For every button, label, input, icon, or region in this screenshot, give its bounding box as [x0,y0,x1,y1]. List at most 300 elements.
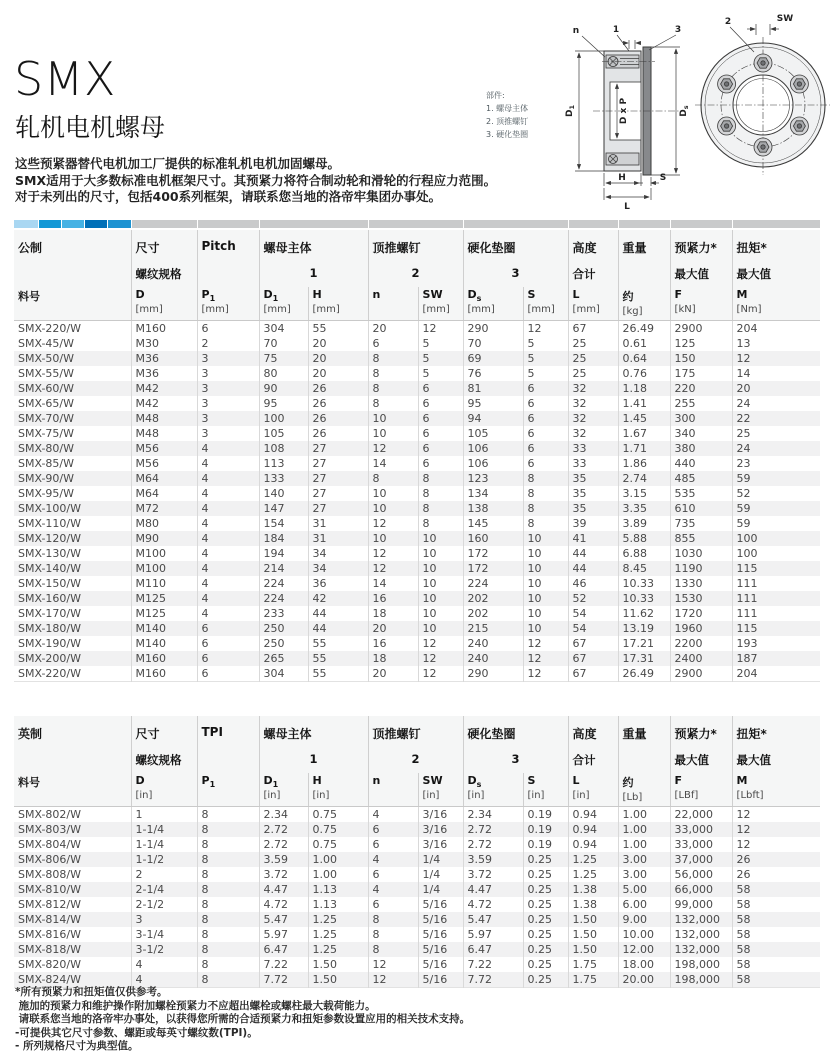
value-cell: 10 [418,606,463,621]
value-cell: 5/16 [418,942,463,957]
value-cell: 12 [523,321,568,337]
value-cell: 16 [368,591,418,606]
part-number-cell: SMX-130/W [18,547,82,561]
value-cell: 0.94 [568,822,618,837]
value-cell: 0.64 [618,351,670,366]
value-cell: 6 [197,321,259,337]
value-cell: 22,000 [670,807,732,823]
part-number-cell: SMX-65/W [18,397,75,411]
value-cell: 3 [197,411,259,426]
part-number-cell: SMX-806/W [18,853,82,867]
footnote-line: 施加的预紧力和维护操作附加螺栓预紧力不应超出螺栓或螺柱最大载荷能力。 [15,999,376,1012]
column-symbol: n [372,774,381,787]
value-cell: 10.00 [618,927,670,942]
value-cell: 32 [568,411,618,426]
column-symbol: D [135,774,145,787]
value-cell: 41 [568,531,618,546]
front-view-labels [725,14,793,27]
table-row [14,336,820,351]
value-cell: 27 [308,456,368,471]
value-cell: M125 [131,606,197,621]
value-cell: 26 [308,411,368,426]
value-cell: 132,000 [670,942,732,957]
value-cell: 10.33 [618,576,670,591]
value-cell: 67 [568,321,618,337]
value-cell: 2.72 [463,837,523,852]
value-cell: 8 [197,882,259,897]
value-cell: 9.00 [618,912,670,927]
table-row [14,666,820,682]
value-cell: 240 [463,651,523,666]
value-cell: 290 [463,321,523,337]
value-cell: 12 [523,636,568,651]
height-total-label: 合计 [568,750,618,773]
value-cell: 12 [732,822,820,837]
table-row [14,912,820,927]
group-header-row [14,230,820,264]
value-cell: 184 [259,531,308,546]
value-cell: 6 [523,396,568,411]
value-cell: 0.75 [308,822,368,837]
value-cell: 10 [418,576,463,591]
value-cell: 2 [131,867,197,882]
value-cell: 113 [259,456,308,471]
group-tpi: TPI [197,716,259,750]
column-symbol-header [463,287,523,321]
value-cell: 6 [368,897,418,912]
value-cell: 14 [368,456,418,471]
group-preload: 预紧力* [670,716,732,750]
part-number-cell: SMX-60/W [18,382,75,396]
accent-bar-segment [38,220,61,228]
group-torque: 扭矩* [732,716,820,750]
description-line: 这些预紧器替代电机加工厂提供的标准轧机电机加固螺母。 [15,156,341,171]
value-cell: 8 [523,471,568,486]
value-cell: 111 [732,591,820,606]
column-unit [202,789,259,802]
group-washer: 硬化垫圈 [463,230,568,264]
value-cell: 2.72 [259,837,308,852]
value-cell: 8 [368,396,418,411]
part-number-cell: SMX-190/W [18,637,82,651]
value-cell: 4 [368,852,418,867]
footnote-line: *所有预紧力和扭矩值仅供参考。 [15,986,168,998]
part-number-cell: SMX-170/W [18,607,82,621]
accent-bar-segment [368,220,463,228]
value-cell: 0.25 [523,927,568,942]
thread-spec-label: 螺纹规格 [131,750,197,773]
column-symbol: S [527,288,536,301]
value-cell: 1030 [670,546,732,561]
column-symbol-header [259,287,308,321]
value-cell: 8 [368,942,418,957]
value-cell: 138 [463,501,523,516]
value-cell: 6 [197,666,259,682]
table-row [14,441,820,456]
subgroup-header-row [14,264,820,287]
value-cell: 4 [368,882,418,897]
value-cell: 66,000 [670,882,732,897]
value-cell: 7.22 [259,957,308,972]
dim-d1-label: $D_1$ [565,104,576,118]
value-cell: 32 [568,381,618,396]
value-cell: 11.62 [618,606,670,621]
value-cell: 44 [308,606,368,621]
metric-table-body [14,321,820,682]
value-cell: 535 [670,486,732,501]
value-cell: 2.34 [463,807,523,823]
empty-cell [14,264,131,287]
system-label: 英制 [14,716,131,750]
value-cell: 58 [732,972,820,988]
value-cell: 5.88 [618,531,670,546]
column-symbol: SW [422,774,443,787]
value-cell: 8 [418,486,463,501]
value-cell: 100 [259,411,308,426]
value-cell: 2.72 [463,822,523,837]
value-cell: 0.76 [618,366,670,381]
column-symbol: D [135,288,145,301]
value-cell: 8 [523,501,568,516]
column-unit: [kg] [622,306,643,318]
value-cell: 8 [197,927,259,942]
height-total-label: 合计 [568,264,618,287]
value-cell: 1.71 [618,441,670,456]
part-number-cell: SMX-75/W [18,427,75,441]
technical-drawing [483,10,830,212]
column-symbol-subscript: 1 [272,294,279,304]
column-unit: [mm] [422,304,450,316]
value-cell: 75 [259,351,308,366]
table-row [14,516,820,531]
value-cell: 8 [197,957,259,972]
value-cell: 115 [732,621,820,636]
empty-cell [618,750,670,773]
value-cell: 27 [308,501,368,516]
value-cell: 1/4 [418,867,463,882]
column-symbol: M [736,288,748,301]
value-cell: 1.50 [568,927,618,942]
torque-max-label: 最大值 [732,750,820,773]
value-cell: 10 [368,486,418,501]
value-cell: 440 [670,456,732,471]
empty-cell [618,264,670,287]
value-cell: 160 [463,531,523,546]
accent-bar-segment [463,220,568,228]
value-cell: 3/16 [418,807,463,823]
value-cell: 59 [732,516,820,531]
value-cell: 6 [418,381,463,396]
value-cell: 8.45 [618,561,670,576]
value-cell: 1.45 [618,411,670,426]
value-cell: 198,000 [670,957,732,972]
column-symbol-header [14,287,131,321]
value-cell: 10 [368,501,418,516]
value-cell: 0.25 [523,897,568,912]
value-cell: 33,000 [670,822,732,837]
value-cell: 140 [259,486,308,501]
value-cell: 69 [463,351,523,366]
accent-bar-segment [131,220,197,228]
part-number-cell: SMX-80/W [18,442,75,456]
value-cell: 0.25 [523,882,568,897]
part-number-cell: SMX-50/W [18,352,75,366]
value-cell: 99,000 [670,897,732,912]
value-cell: 94 [463,411,523,426]
value-cell: 6 [523,456,568,471]
value-cell: 3 [197,366,259,381]
value-cell: 172 [463,546,523,561]
value-cell: M140 [131,621,197,636]
accent-bar-segment [568,220,618,228]
part-number-cell: SMX-100/W [18,502,82,516]
value-cell: 8 [197,897,259,912]
column-unit: [in] [263,790,281,802]
value-cell: 5 [418,336,463,351]
value-cell: M110 [131,576,197,591]
dim-s-label: S [659,173,667,183]
value-cell: 25 [568,351,618,366]
value-cell: 5 [523,366,568,381]
value-cell: 6 [418,396,463,411]
column-symbol-subscript: 1 [209,294,216,304]
table-row [14,807,820,823]
value-cell: 31 [308,516,368,531]
part-number-cell: SMX-808/W [18,868,82,882]
value-cell: 111 [732,606,820,621]
set-screw-number: 2 [368,750,463,773]
value-cell: 145 [463,516,523,531]
value-cell: 70 [259,336,308,351]
value-cell: 76 [463,366,523,381]
value-cell: 6 [197,651,259,666]
value-cell: M125 [131,591,197,606]
value-cell: 105 [463,426,523,441]
value-cell: 1.86 [618,456,670,471]
part-number-cell: SMX-85/W [18,457,75,471]
dim-ds-label: $D_s$ [679,105,690,117]
value-cell: 3/16 [418,837,463,852]
value-cell: 44 [308,621,368,636]
value-cell: 1190 [670,561,732,576]
metric-table [14,220,820,682]
column-symbol-header [131,287,197,321]
value-cell: 5.97 [463,927,523,942]
group-size: 尺寸 [131,230,197,264]
value-cell: 0.75 [308,807,368,823]
value-cell: 3.59 [463,852,523,867]
value-cell: 55 [308,321,368,337]
value-cell: 8 [197,867,259,882]
value-cell: 31 [308,531,368,546]
nut-body-number: 1 [259,750,368,773]
table-row [14,591,820,606]
value-cell: 1-1/4 [131,822,197,837]
value-cell: 6 [368,867,418,882]
value-cell: 44 [568,546,618,561]
value-cell: 4 [197,531,259,546]
value-cell: 42 [308,591,368,606]
value-cell: 27 [308,486,368,501]
column-unit: [in] [312,790,330,802]
column-symbol: L [572,288,580,301]
value-cell: 25 [568,336,618,351]
value-cell: 3-1/2 [131,942,197,957]
value-cell: 1.41 [618,396,670,411]
value-cell: 4 [131,972,197,988]
column-symbol: P [201,288,210,301]
value-cell: 20 [732,381,820,396]
value-cell: 24 [732,396,820,411]
group-height: 高度 [568,230,618,264]
value-cell: M64 [131,471,197,486]
dim-h-label: H [618,173,626,183]
value-cell: 6 [418,411,463,426]
value-cell: M140 [131,636,197,651]
value-cell: 1 [131,807,197,823]
value-cell: 5/16 [418,897,463,912]
value-cell: 17.31 [618,651,670,666]
value-cell: 58 [732,897,820,912]
value-cell: 1/4 [418,852,463,867]
table-row [14,546,820,561]
value-cell: 3.72 [463,867,523,882]
value-cell: 12 [523,666,568,682]
value-cell: 10 [523,591,568,606]
value-cell: 1.50 [308,972,368,988]
value-cell: 4 [197,606,259,621]
value-cell: 0.61 [618,336,670,351]
value-cell: 8 [368,927,418,942]
group-size: 尺寸 [131,716,197,750]
column-symbol-header [732,773,820,807]
value-cell: 172 [463,561,523,576]
value-cell: 1.25 [308,942,368,957]
value-cell: 26 [308,426,368,441]
column-symbol-header [732,287,820,321]
value-cell: 125 [670,336,732,351]
column-unit: [in] [467,790,485,802]
value-cell: 26 [308,381,368,396]
value-cell: M56 [131,456,197,471]
value-cell: 6 [418,426,463,441]
column-unit: [in] [572,790,590,802]
value-cell: 250 [259,621,308,636]
front-view [695,24,830,175]
column-unit: [Lbft] [736,790,764,802]
value-cell: 735 [670,516,732,531]
value-cell: 2400 [670,651,732,666]
value-cell: 8 [368,471,418,486]
column-symbol-header [523,287,568,321]
value-cell: 2 [197,336,259,351]
value-cell: 6 [418,456,463,471]
value-cell: 8 [197,852,259,867]
column-unit: [kN] [674,304,696,316]
empty-cell [197,264,259,287]
value-cell: 4.72 [259,897,308,912]
column-symbol-subscript: 1 [209,780,216,790]
symbol-header-row [14,287,820,321]
washer-number: 3 [463,750,568,773]
value-cell: 58 [732,942,820,957]
value-cell: 12 [368,957,418,972]
value-cell: 70 [463,336,523,351]
accent-bar-segment [732,220,820,228]
value-cell: 0.25 [523,852,568,867]
value-cell: 7.22 [463,957,523,972]
value-cell: 18.00 [618,957,670,972]
value-cell: 0.19 [523,837,568,852]
side-section-view [593,47,679,175]
value-cell: 8 [197,942,259,957]
value-cell: 13.19 [618,621,670,636]
description-line: SMX适用于大多数标准电机框架尺寸。其预紧力将符合制动轮和滑轮的行程应力范围。 [15,172,497,188]
legend-title: 部件: [486,91,505,100]
value-cell: 12 [368,441,418,456]
part-number-cell: SMX-120/W [18,532,82,546]
value-cell: 0.75 [308,837,368,852]
value-cell: 54 [568,621,618,636]
column-symbol-header [131,773,197,807]
value-cell: 2-1/4 [131,882,197,897]
value-cell: 106 [463,441,523,456]
column-symbol-header [618,287,670,321]
value-cell: 3.72 [259,867,308,882]
value-cell: 4.47 [463,882,523,897]
column-symbol: F [674,774,683,787]
value-cell: 34 [308,546,368,561]
part-number-cell: SMX-140/W [18,562,82,576]
value-cell: 12 [368,561,418,576]
value-cell: 5/16 [418,912,463,927]
column-symbol-header [308,773,368,807]
imperial-table [14,716,820,988]
value-cell: 10 [368,531,418,546]
part-number-cell: SMX-45/W [18,337,75,351]
value-cell: 12 [418,636,463,651]
system-label: 公制 [14,230,131,264]
value-cell: 108 [259,441,308,456]
page-subtitle: 轧机电机螺母 [15,113,166,142]
value-cell: 340 [670,426,732,441]
group-nut-body: 螺母主体 [259,230,368,264]
legend-item: 1. 螺母主体 [486,104,529,113]
table-row [14,486,820,501]
value-cell: 32 [568,426,618,441]
value-cell: 10 [523,531,568,546]
value-cell: 220 [670,381,732,396]
value-cell: 56,000 [670,867,732,882]
value-cell: 12 [418,666,463,682]
value-cell: 2.74 [618,471,670,486]
value-cell: 198,000 [670,972,732,988]
column-symbol: n [372,288,381,301]
column-unit: [mm] [312,304,340,316]
value-cell: 67 [568,636,618,651]
column-symbol-header [197,773,259,807]
value-cell: 8 [418,516,463,531]
value-cell: 3 [197,381,259,396]
value-cell: 0.94 [568,837,618,852]
torque-max-label: 最大值 [732,264,820,287]
value-cell: 3.00 [618,852,670,867]
value-cell: 6 [368,837,418,852]
value-cell: 26.49 [618,321,670,337]
column-symbol: S [527,774,536,787]
value-cell: 3.89 [618,516,670,531]
value-cell: 8 [368,366,418,381]
